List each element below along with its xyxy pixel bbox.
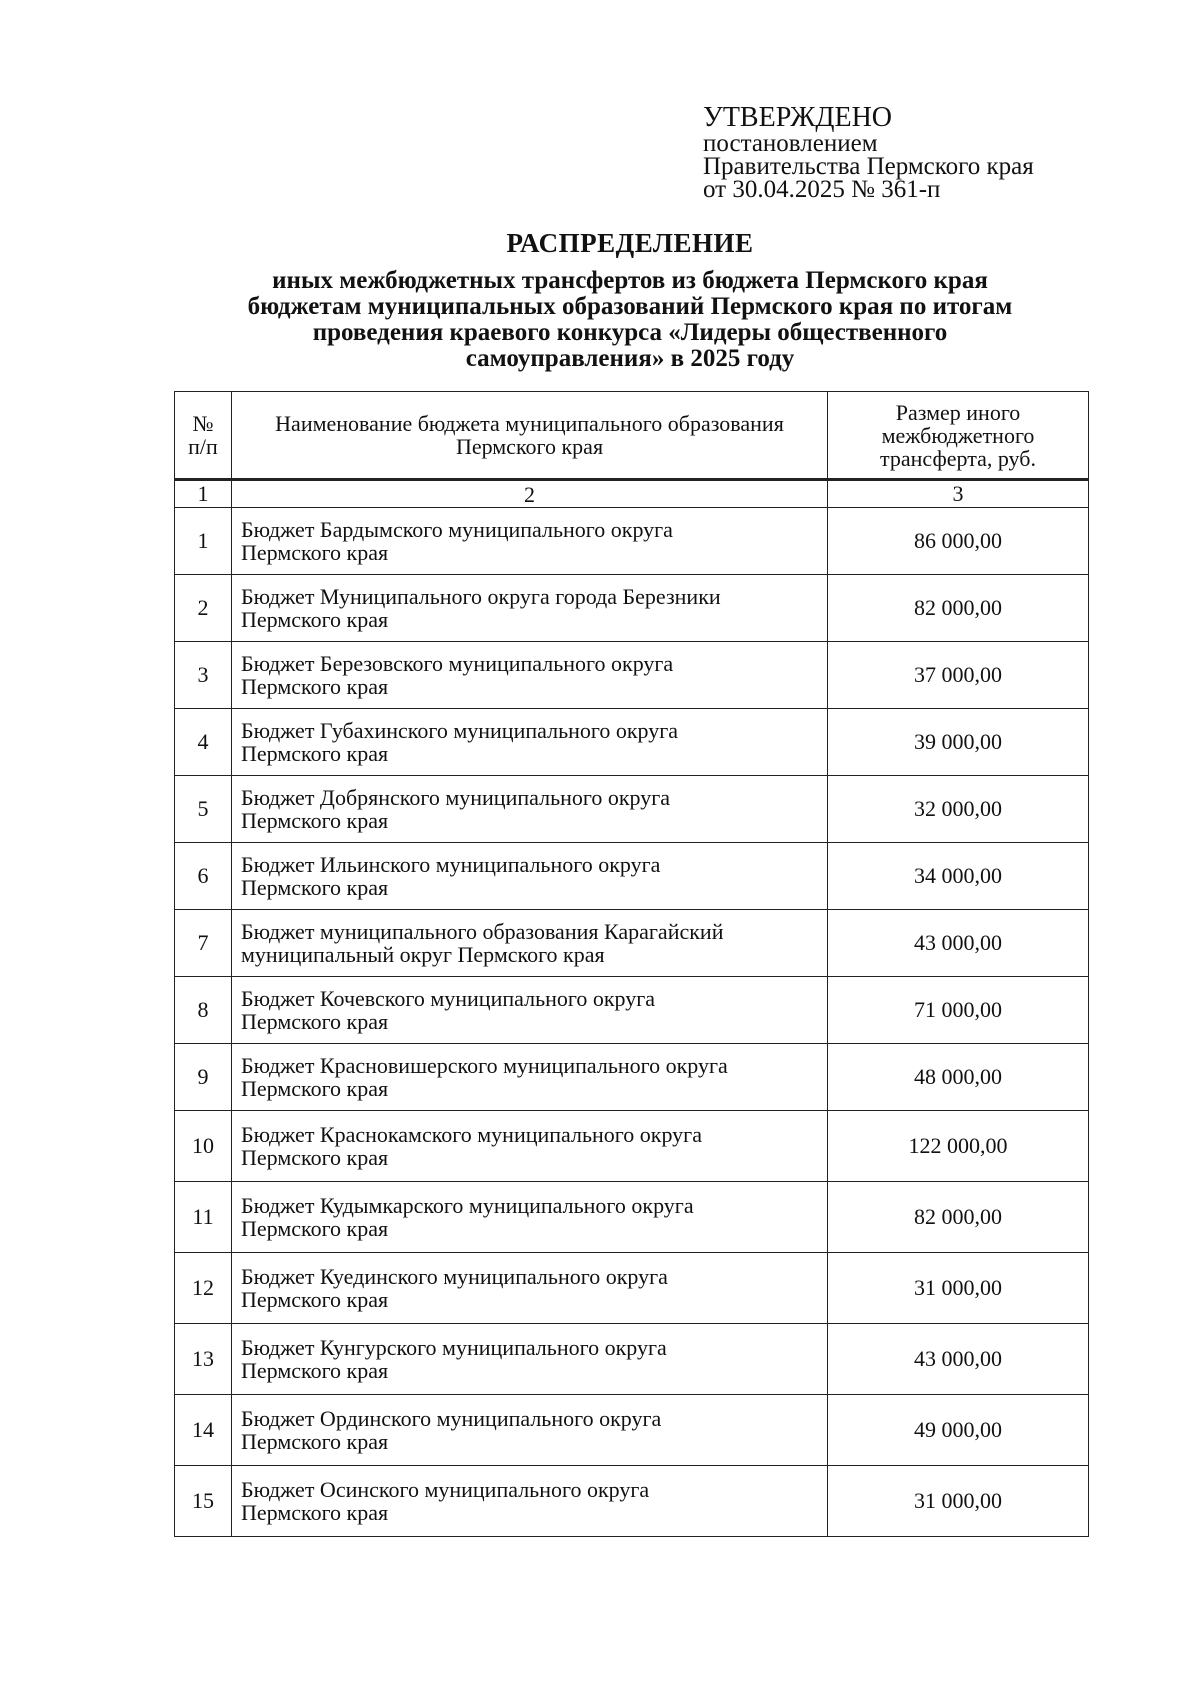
row-amount: 39 000,00	[828, 709, 1089, 776]
row-number: 14	[175, 1395, 232, 1466]
row-name	[232, 776, 828, 843]
table-row	[175, 709, 1089, 776]
row-number: 8	[175, 977, 232, 1044]
row-name	[232, 1182, 828, 1253]
row-name	[232, 1111, 828, 1182]
table-header-row	[175, 392, 1089, 480]
row-amount: 31 000,00	[828, 1466, 1089, 1537]
row-name	[232, 910, 828, 977]
table-row	[175, 642, 1089, 709]
subtitle-line: бюджетам муниципальных образований Пермского края по итогам	[247, 293, 1013, 320]
row-name-line: Бюджет Ординского муниципального округа	[241, 1406, 662, 1431]
row-name-line: Бюджет Березовского муниципального округа	[241, 651, 674, 676]
subtitle-line: проведения краевого конкурса «Лидеры общественного	[312, 319, 948, 346]
document-subtitle	[180, 268, 1080, 372]
table-row	[175, 1324, 1089, 1395]
table-row	[175, 1253, 1089, 1324]
approval-line: Правительства Пермского края	[703, 153, 1034, 180]
header-name	[232, 392, 828, 480]
row-number: 13	[175, 1324, 232, 1395]
row-name-line: Бюджет Ильинского муниципального округа	[241, 852, 661, 877]
row-name	[232, 575, 828, 642]
approval-title: УТВЕРЖДЕНО	[703, 102, 893, 133]
row-name-line: Бюджет муниципального образования Карагайский	[241, 919, 724, 944]
row-number: 1	[175, 508, 232, 575]
row-name-line: Пермского края	[241, 1429, 389, 1454]
table-row	[175, 1466, 1089, 1537]
row-name	[232, 1253, 828, 1324]
row-name-line: Бюджет Красновишерского муниципального округа	[241, 1053, 728, 1078]
row-amount: 71 000,00	[828, 977, 1089, 1044]
row-amount: 49 000,00	[828, 1395, 1089, 1466]
table-row	[175, 508, 1089, 575]
row-amount: 122 000,00	[828, 1111, 1089, 1182]
row-name-line: Пермского края	[241, 875, 389, 900]
row-name	[232, 1466, 828, 1537]
row-number: 2	[175, 575, 232, 642]
row-name-line: Бюджет Куединского муниципального округа	[241, 1264, 668, 1289]
row-amount: 43 000,00	[828, 1324, 1089, 1395]
row-name-line: Пермского края	[241, 741, 389, 766]
row-name-line: Бюджет Краснокамского муниципального округа	[241, 1122, 702, 1147]
header-number	[175, 392, 232, 480]
row-name	[232, 1395, 828, 1466]
row-name	[232, 709, 828, 776]
row-name-line: Пермского края	[241, 1145, 389, 1170]
subtitle-line: самоуправления» в 2025 году	[465, 345, 795, 372]
row-amount: 32 000,00	[828, 776, 1089, 843]
document-title: РАСПРЕДЕЛЕНИЕ	[506, 228, 754, 258]
table-row	[175, 977, 1089, 1044]
row-name-line: Пермского края	[241, 674, 389, 699]
header-text: межбюджетного	[881, 422, 1035, 448]
row-number: 6	[175, 843, 232, 910]
row-name-line: Бюджет Муниципального округа города Березники	[241, 584, 721, 609]
row-amount: 86 000,00	[828, 508, 1089, 575]
approval-line: постановлением	[703, 130, 878, 157]
table-row	[175, 575, 1089, 642]
row-name-line: муниципальный округ Пермского края	[241, 942, 605, 967]
row-number: 12	[175, 1253, 232, 1324]
row-name	[232, 843, 828, 910]
row-name-line: Бюджет Бардымского муниципального округа	[241, 517, 673, 542]
row-name-line: Бюджет Кудымкарского муниципального округа	[241, 1193, 694, 1218]
header-text: №	[192, 411, 214, 436]
row-name-line: Пермского края	[241, 1500, 389, 1525]
column-number: 2	[232, 480, 828, 508]
column-number: 1	[175, 480, 232, 508]
table-row	[175, 1044, 1089, 1111]
row-name	[232, 508, 828, 575]
subtitle-line: иных межбюджетных трансфертов из бюджета Пермского края	[272, 267, 988, 294]
row-name	[232, 1044, 828, 1111]
table-row	[175, 776, 1089, 843]
row-amount: 82 000,00	[828, 575, 1089, 642]
row-name-line: Пермского края	[241, 607, 389, 632]
row-amount: 82 000,00	[828, 1182, 1089, 1253]
row-number: 4	[175, 709, 232, 776]
table-row	[175, 1395, 1089, 1466]
row-number: 10	[175, 1111, 232, 1182]
table-row	[175, 843, 1089, 910]
row-number: 9	[175, 1044, 232, 1111]
row-name	[232, 1324, 828, 1395]
row-name-line: Пермского края	[241, 1216, 389, 1241]
row-name-line: Бюджет Кунгурского муниципального округа	[241, 1335, 667, 1360]
table-row	[175, 1182, 1089, 1253]
row-number: 11	[175, 1182, 232, 1253]
row-amount: 34 000,00	[828, 843, 1089, 910]
row-name-line: Бюджет Кочевского муниципального округа	[241, 986, 656, 1011]
table-body	[175, 508, 1089, 1537]
header-text: Пермского края	[455, 434, 604, 459]
row-amount: 48 000,00	[828, 1044, 1089, 1111]
transfers-table	[174, 391, 1089, 1537]
row-name-line: Бюджет Губахинского муниципального округа	[241, 718, 679, 743]
approval-stamp	[703, 104, 1034, 201]
row-name-line: Пермского края	[241, 808, 389, 833]
header-text: трансферта, руб.	[880, 445, 1036, 471]
header-amount	[828, 392, 1089, 480]
row-number: 3	[175, 642, 232, 709]
header-text: п/п	[188, 434, 218, 459]
column-number: 3	[828, 480, 1089, 508]
row-name-line: Пермского края	[241, 1076, 389, 1101]
row-name-line: Бюджет Осинского муниципального округа	[241, 1477, 650, 1502]
row-name-line: Пермского края	[241, 1358, 389, 1383]
row-name-line: Пермского края	[241, 1287, 389, 1312]
approval-date: от 30.04.2025 № 361-п	[703, 176, 941, 203]
row-amount: 37 000,00	[828, 642, 1089, 709]
column-number-row	[175, 480, 1089, 508]
table-row	[175, 910, 1089, 977]
row-name-line: Бюджет Добрянского муниципального округа	[241, 785, 671, 810]
header-text: Наименование бюджета муниципального образования	[275, 411, 784, 436]
row-name	[232, 977, 828, 1044]
row-amount: 31 000,00	[828, 1253, 1089, 1324]
row-number: 5	[175, 776, 232, 843]
row-name	[232, 642, 828, 709]
row-number: 15	[175, 1466, 232, 1537]
table-row	[175, 1111, 1089, 1182]
row-number: 7	[175, 910, 232, 977]
row-amount: 43 000,00	[828, 910, 1089, 977]
row-name-line: Пермского края	[241, 540, 389, 565]
header-text: Размер иного	[895, 399, 1021, 425]
row-name-line: Пермского края	[241, 1009, 389, 1034]
